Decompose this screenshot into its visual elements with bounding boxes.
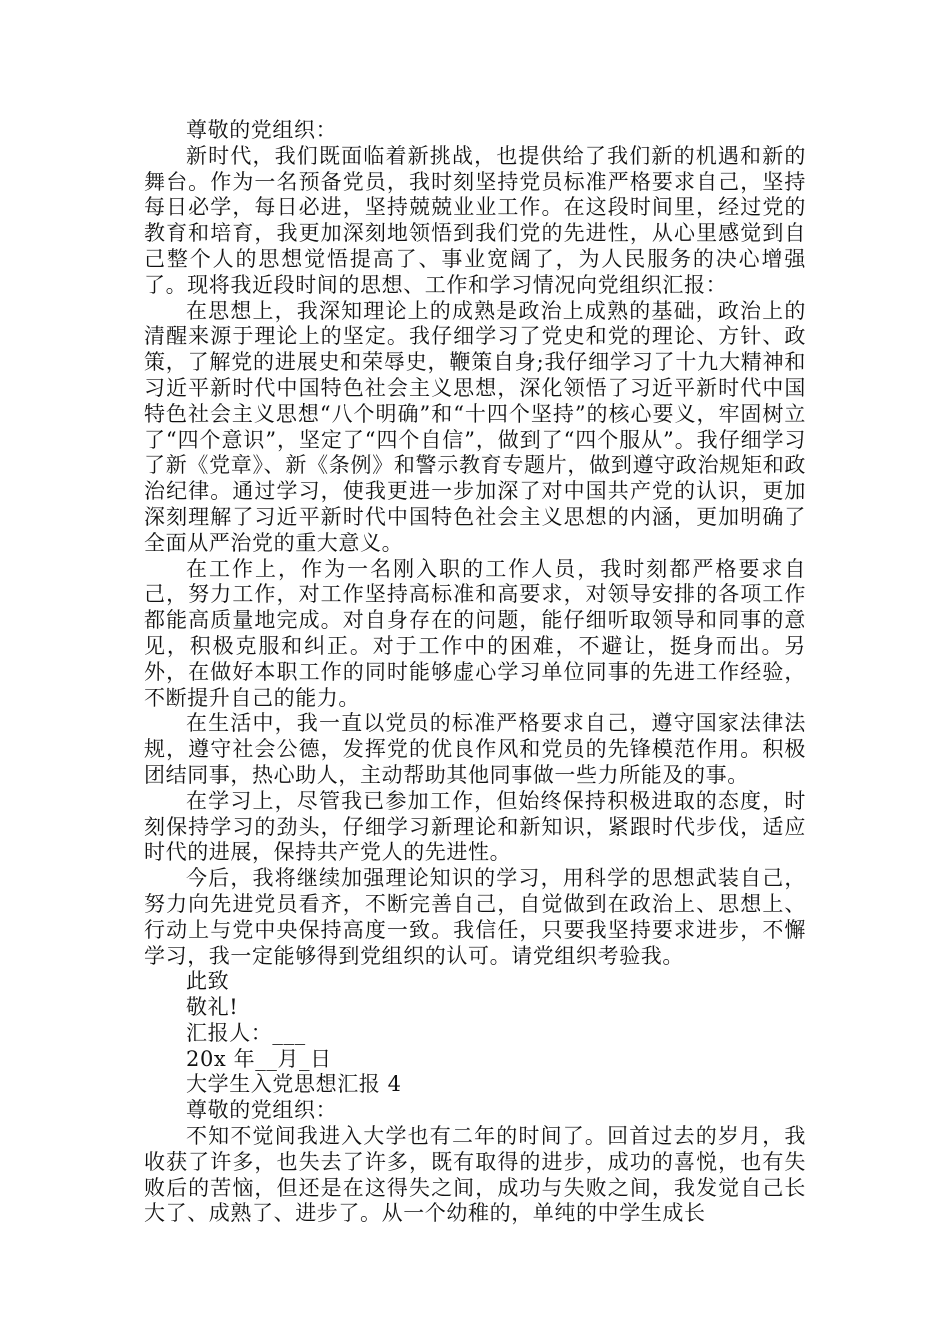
- reporter-line: 汇报人：___: [186, 1020, 306, 1045]
- date-line: 20x 年__月_日: [186, 1046, 332, 1071]
- paragraph: 在工作上，作为一名刚入职的工作人员，我时刻都严格要求自己，努力工作，对工作坚持高标准和高要求，对领导安排的各项工作都能高质量地完成。对自身存在的问题，能仔细听取领导和同事的意见，积极克服和纠正。对于工作中的困难，不避让，挺身而出。另外，在做好本职工作的同时能够虚心学习单位同事的先进工作经验，不断提升自己的能力。: [144, 556, 806, 710]
- paragraph: 不知不觉间我进入大学也有二年的时间了。回首过去的岁月，我收获了许多，也失去了许多，既有取得的进步，成功的喜悦，也有失败后的苦恼，但还是在这得失之间，成功与失败之间，我发觉自己长大了、成熟了、进步了。从一个幼稚的，单纯的中学生成长: [144, 1124, 806, 1226]
- greeting: 尊敬的党组织：: [186, 1098, 338, 1123]
- paragraph: 在思想上，我深知理论上的成熟是政治上成熟的基础，政治上的清醒来源于理论上的坚定。我仔细学习了党史和党的理论、方针、政策，了解党的进展史和荣辱史，鞭策自身;我仔细学习了十九大精神和习近平新时代中国特色社会主义思想，深化领悟了习近平新时代中国特色社会主义思想“八个明确”和“十四个坚持”的核心要义，牢固树立了“四个意识”，坚定了“四个自信”，做到了“四个服从”。我仔细学习了新《党章》、新《条例》和警示教育专题片，做到遵守政治规矩和政治纪律。通过学习，使我更进一步加深了对中国共产党的认识，更加深刻理解了习近平新时代中国特色社会主义思想的内涵，更加明确了全面从严治党的重大意义。: [144, 298, 806, 555]
- paragraph: 新时代，我们既面临着新挑战，也提供给了我们新的机遇和新的舞台。作为一名预备党员，我时刻坚持党员标准严格要求自己，坚持每日必学，每日必进，坚持兢兢业业工作。在这段时间里，经过党的教育和培育，我更加深刻地领悟到我们党的先进性，从心里感觉到自己整个人的思想觉悟提高了、事业宽阔了，为人民服务的决心增强了。现将我近段时间的思想、工作和学习情况向党组织汇报：: [144, 143, 806, 297]
- greeting: 尊敬的党组织：: [186, 118, 338, 142]
- paragraph: 在生活中，我一直以党员的标准严格要求自己，遵守国家法律法规，遵守社会公德，发挥党的优良作风和党员的先锋模范作用。积极团结同事，热心助人，主动帮助其他同事做一些力所能及的事。: [144, 711, 806, 787]
- closing-line: 此致: [186, 969, 230, 994]
- document-body: [144, 118, 806, 1227]
- section-title: 大学生入党思想汇报 4: [186, 1072, 402, 1097]
- paragraph: 在学习上，尽管我已参加工作，但始终保持积极进取的态度，时刻保持学习的劲头，仔细学习新理论和新知识，紧跟时代步伐，适应时代的进展，保持共产党人的先进性。: [144, 788, 806, 865]
- paragraph: 今后，我将继续加强理论知识的学习，用科学的思想武装自己，努力向先进党员看齐，不断完善自己，自觉做到在政治上、思想上、行动上与党中央保持高度一致。我信任，只要我坚持要求进步，不懈学习，我一定能够得到党组织的认可。请党组织考验我。: [144, 866, 806, 968]
- closing-salute: 敬礼!: [186, 995, 239, 1020]
